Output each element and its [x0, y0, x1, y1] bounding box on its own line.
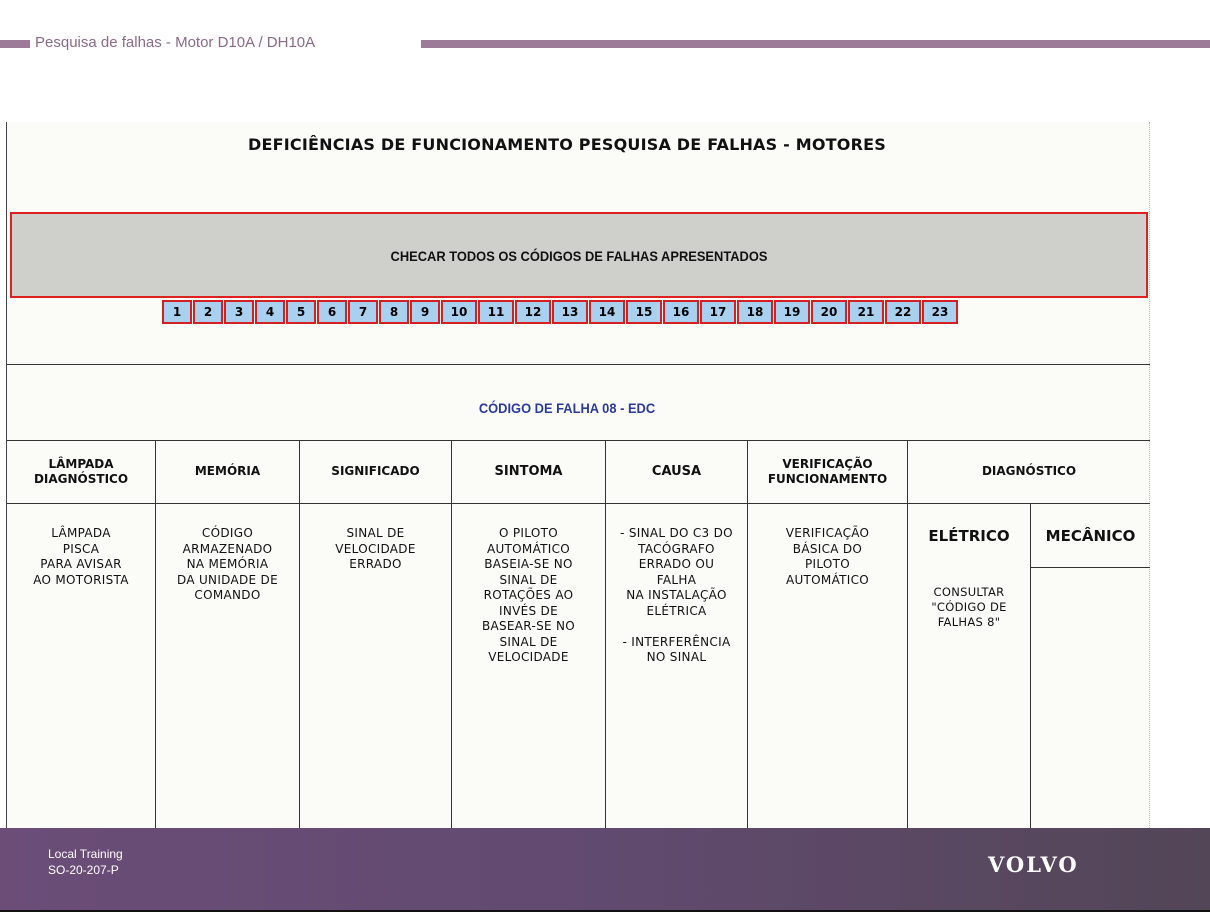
cell-causa: - SINAL DO C3 DO TACÓGRAFO ERRADO OU FALHA NA INSTALAÇÃO ELÉTRICA - INTERFERÊNCIA NO SINAL [620, 526, 733, 664]
fault-code-button-1[interactable]: 1 [162, 300, 192, 324]
header-sintoma: SINTOMA [494, 464, 563, 479]
footer [0, 828, 1210, 910]
divider [7, 364, 1150, 365]
fault-code-button-17[interactable]: 17 [700, 300, 736, 324]
fault-code-button-7[interactable]: 7 [348, 300, 378, 324]
fault-code-button-11[interactable]: 11 [478, 300, 514, 324]
footer-text [48, 846, 123, 878]
header-diagnostico: DIAGNÓSTICO [981, 464, 1077, 478]
fault-code-button-6[interactable]: 6 [317, 300, 347, 324]
header-significado: SIGNIFICADO [331, 464, 420, 478]
page-header-title: Pesquisa de falhas - Motor D10A / DH10A [35, 34, 316, 51]
fault-code-button-14[interactable]: 14 [589, 300, 625, 324]
fault-code-button-4[interactable]: 4 [255, 300, 285, 324]
header-lampada: LÂMPADA DIAGNÓSTICO [33, 456, 129, 486]
fault-code-button-8[interactable]: 8 [379, 300, 409, 324]
fault-code-button-9[interactable]: 9 [410, 300, 440, 324]
fault-code-button-23[interactable]: 23 [922, 300, 958, 324]
cell-significado: SINAL DE VELOCIDADE ERRADO [335, 526, 416, 571]
fault-code-button-20[interactable]: 20 [811, 300, 847, 324]
divider [1030, 567, 1150, 568]
volvo-logo: VOLVO [988, 852, 1079, 877]
fault-code-button-16[interactable]: 16 [663, 300, 699, 324]
fault-code-button-2[interactable]: 2 [193, 300, 223, 324]
footer-line-1: Local Training [48, 847, 123, 861]
subheader-eletrico: ELÉTRICO [928, 526, 1010, 545]
check-all-codes-box[interactable] [10, 212, 1148, 298]
fault-code-button-19[interactable]: 19 [774, 300, 810, 324]
fault-code-button-13[interactable]: 13 [552, 300, 588, 324]
fault-code-button-22[interactable]: 22 [885, 300, 921, 324]
fault-code-button-12[interactable]: 12 [515, 300, 551, 324]
fault-table-panel [6, 122, 1150, 828]
fault-code-button-15[interactable]: 15 [626, 300, 662, 324]
cell-eletrico: CONSULTAR "CÓDIGO DE FALHAS 8" [931, 585, 1007, 629]
footer-line-2: SO-20-207-P [48, 863, 119, 877]
check-all-codes-label: CHECAR TODOS OS CÓDIGOS DE FALHAS APRESENTADOS [390, 248, 768, 264]
fault-code-title: CÓDIGO DE FALHA 08 - EDC [478, 400, 656, 416]
cell-sintoma: O PILOTO AUTOMÁTICO BASEIA-SE NO SINAL DE ROTAÇÕES AO INVÉS DE BASEAR-SE NO SINAL DE VELOCIDADE [481, 526, 576, 664]
header-accent-left [0, 40, 30, 48]
header-causa: CAUSA [651, 464, 702, 479]
subheader-mecanico: MECÂNICO [1045, 526, 1136, 545]
fault-code-buttons [162, 300, 959, 324]
header-accent-right [421, 40, 1210, 48]
header-verificacao: VERIFICAÇÃO FUNCIONAMENTO [767, 456, 888, 486]
fault-code-button-18[interactable]: 18 [737, 300, 773, 324]
fault-code-button-5[interactable]: 5 [286, 300, 316, 324]
header-memoria: MEMÓRIA [194, 464, 261, 478]
cell-lampada: LÂMPADA PISCA PARA AVISAR AO MOTORISTA [33, 526, 129, 587]
cell-memoria: CÓDIGO ARMAZENADO NA MEMÓRIA DA UNIDADE DE COMANDO [177, 526, 278, 602]
fault-code-button-10[interactable]: 10 [441, 300, 477, 324]
fault-code-button-3[interactable]: 3 [224, 300, 254, 324]
fault-code-button-21[interactable]: 21 [848, 300, 884, 324]
main-title: DEFICIÊNCIAS DE FUNCIONAMENTO PESQUISA DE FALHAS - MOTORES [248, 135, 886, 154]
cell-verificacao: VERIFICAÇÃO BÁSICA DO PILOTO AUTOMÁTICO [785, 526, 870, 587]
